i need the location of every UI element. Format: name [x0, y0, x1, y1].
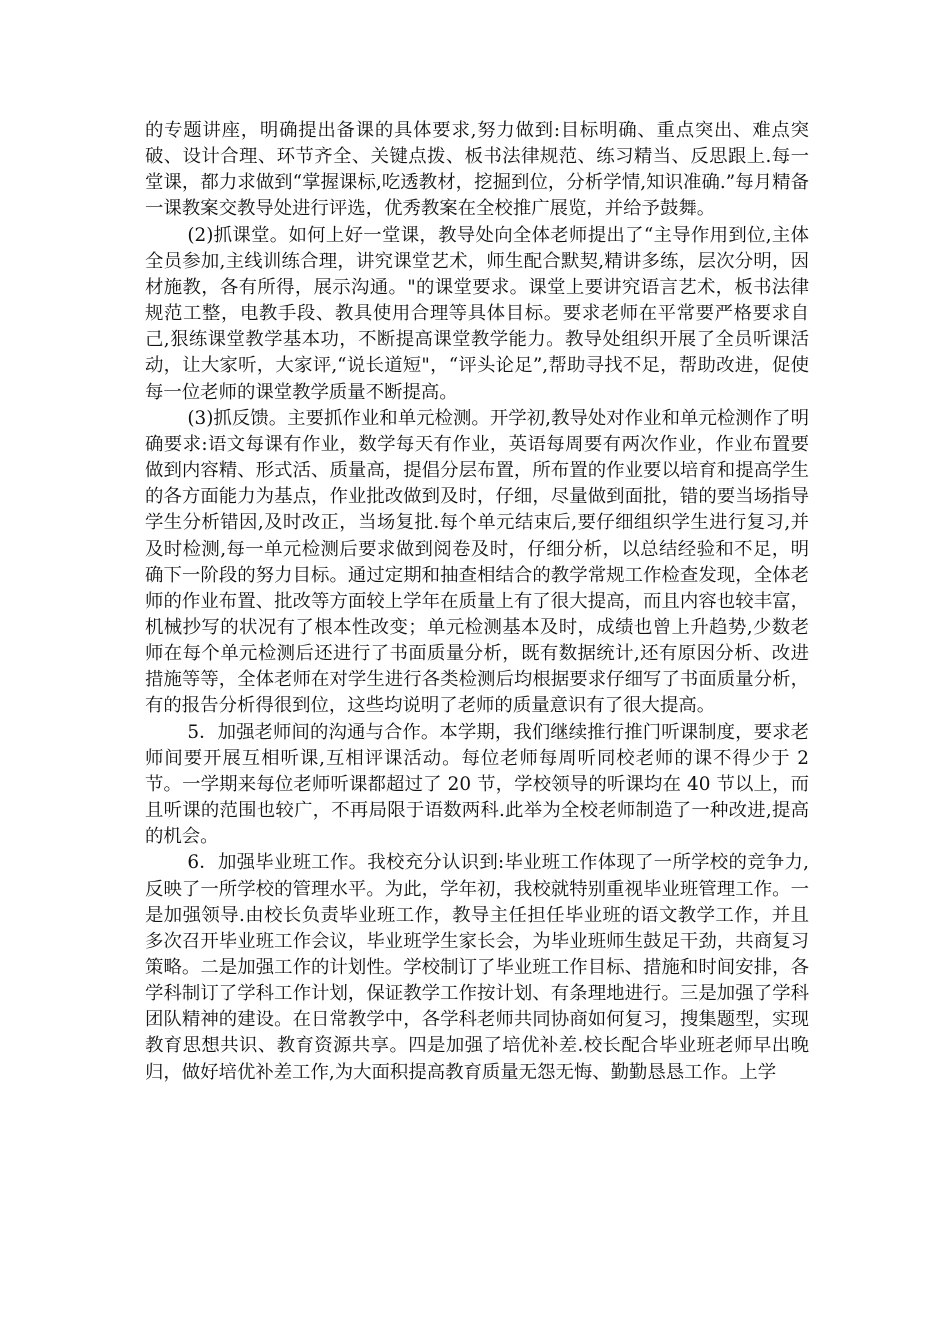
paragraph-4: 5．加强老师间的沟通与合作。本学期，我们继续推行推门听课制度，要求老师间要开展互相听课,互相评课活动。每位老师每周听同校老师的课不得少于 2 节。一学期来每位老师听课都超过了 20 节，学校领导的听课均在 40 节以上，而且听课的范围也较广，不再局限于语数两科.此举为全校老师制造了一种改进,提高的机会。	[145, 721, 809, 848]
paragraph-5: 6．加强毕业班工作。我校充分认识到:毕业班工作体现了一所学校的竞争力,反映了一所学校的管理水平。为此，学年初，我校就特别重视毕业班管理工作。一是加强领导.由校长负责毕业班工作，教导主任担任毕业班的语文教学工作，并且多次召开毕业班工作会议，毕业班学生家长会，为毕业班师生鼓足干劲，共商复习策略。二是加强工作的计划性。学校制订了毕业班工作目标、措施和时间安排，各学科制订了学科工作计划，保证教学工作按计划、有条理地进行。三是加强了学科团队精神的建设。在日常教学中，各学科老师共同协商如何复习，搜集题型，实现教育思想共识、教育资源共享。四是加强了培优补差.校长配合毕业班老师早出晚归，做好培优补差工作,为大面积提高教育质量无怨无悔、勤勤恳恳工作。上学	[145, 852, 809, 1083]
paragraph-3: (3)抓反馈。主要抓作业和单元检测。开学初,教导处对作业和单元检测作了明确要求:语文每课有作业，数学每天有作业，英语每周要有两次作业，作业布置要做到内容精、形式活、质量高，提倡分层布置，所布置的作业要以培育和提高学生的各方面能力为基点，作业批改做到及时，仔细，尽量做到面批，错的要当场指导学生分析错因,及时改正，当场复批.每个单元结束后,要仔细组织学生进行复习,并及时检测,每一单元检测后要求做到阅卷及时，仔细分析，以总结经验和不足，明确下一阶段的努力目标。通过定期和抽查相结合的教学常规工作检查发现，全体老师的作业布置、批改等方面较上学年在质量上有了很大提高，而且内容也较丰富，机械抄写的状况有了根本性改变；单元检测基本及时，成绩也曾上升趋势,少数老师在每个单元检测后还进行了书面质量分析，既有数据统计,还有原因分析、改进措施等等，全体老师在对学生进行各类检测后均根据要求仔细写了书面质量分析，有的报告分析得很到位，这些均说明了老师的质量意识有了很大提高。	[145, 407, 809, 717]
paragraph-2: (2)抓课堂。如何上好一堂课，教导处向全体老师提出了“主导作用到位,主体全员参加,主线训练合理，讲究课堂艺术，师生配合默契,精讲多练，层次分明，因材施教，各有所得，展示沟通。"的课堂要求。课堂上要讲究语言艺术，板书法律规范工整，电教手段、教具使用合理等具体目标。要求老师在平常要严格要求自己,狠练课堂教学基本功，不断提高课堂教学能力。教导处组织开展了全员听课活动，让大家听，大家评,“说长道短"，“评头论足”,帮助寻找不足，帮助改进，促使每一位老师的课堂教学质量不断提高。	[145, 224, 809, 403]
paragraph-1: 的专题讲座，明确提出备课的具体要求,努力做到:目标明确、重点突出、难点突破、设计合理、环节齐全、关键点拨、板书法律规范、练习精当、反思跟上.每一堂课，都力求做到“掌握课标,吃透教材，挖掘到位，分析学情,知识准确.”每月精备一课教案交教导处进行评选，优秀教案在全校推广展览，并给予鼓舞。	[145, 120, 809, 220]
document-page	[145, 118, 809, 1086]
